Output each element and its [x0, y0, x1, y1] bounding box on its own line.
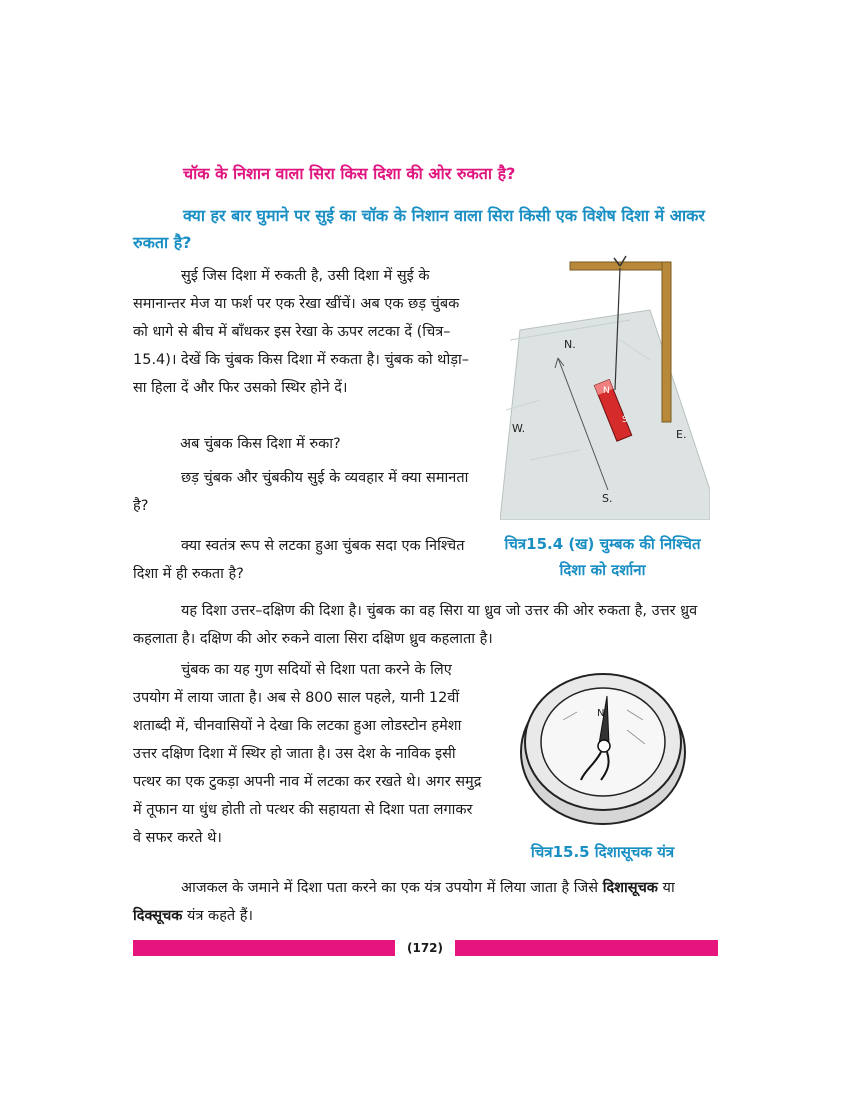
figure-15-4-caption: चित्र15.4 (ख) चुम्बक की निश्चित दिशा को दर्शाना [504, 535, 701, 579]
paragraph-north-south-pole: यह दिशा उत्तर–दक्षिण की दिशा है। चुंबक का वह सिरा या ध्रुव जो उत्तर की ओर रुकता है, उत्तर ध्रुव कहलाता है। दक्षिण की ओर रुकने वाला सिरा दक्षिण ध्रुव कहलाता है। [133, 603, 698, 647]
fig1-label-s: S. [602, 492, 613, 505]
question-heading-2: क्या हर बार घुमाने पर सुई का चॉक के निशान वाला सिरा किसी एक विशेष दिशा में आकर रुकता है? [133, 206, 705, 252]
fig1-label-n: N. [564, 338, 576, 351]
fig1-label-w: W. [512, 422, 526, 435]
footer-bar-left [133, 940, 395, 956]
magnet-north-label: N [603, 386, 610, 396]
magnet-south-label: S [622, 415, 628, 425]
compass-north-label: N [597, 708, 605, 719]
paragraph-suspend-magnet: सुई जिस दिशा में रुकती है, उसी दिशा में सुई के समानान्तर मेज या फर्श पर एक रेखा खींचें। अब एक छड़ चुंबक को धागे से बीच में बाँधकर इस रेखा के ऊपर लटका दें (चित्र–15.4)। देखें कि चुंबक किस दिशा में रुकता है। चुंबक को थोड़ा–सा हिला दें और फिर उसको स्थिर होने दें। [133, 268, 469, 396]
paragraph-lodestone-history: चुंबक का यह गुण सदियों से दिशा पता करने के लिए उपयोग में लाया जाता है। अब से 800 साल पहले, यानी 12वीं शताब्दी में, चीनवासियों ने देखा कि लटका हुआ लोडस्टोन हमेशा उत्तर दक्षिण दिशा में स्थिर हो जाता है। उस देश के नाविक इसी पत्थर का एक टुकड़ा अपनी नाव में लटका कर रखते थे। अगर समुद्र में तूफान या धुंध होती तो पत्थर की सहायता से दिशा पता लगाकर वे सफर करते थे। [133, 662, 482, 846]
question-heading-1: चॉक के निशान वाला सिरा किस दिशा की ओर रुकता है? [183, 164, 516, 183]
compass-term-2: दिक्सूचक [133, 908, 183, 924]
compass-text-start: आजकल के जमाने में दिशा पता करने का एक यंत्र उपयोग में लिया जाता है जिसे [181, 880, 603, 896]
paragraph-similarity: छड़ चुंबक और चुंबकीय सुई के व्यवहार में क्या समानता है? [133, 470, 469, 514]
compass-illustration [515, 660, 690, 830]
compass-text-end: यंत्र कहते हैं। [182, 908, 253, 924]
compass-term-1: दिशासूचक [602, 880, 658, 896]
paragraph-compass-definition [133, 874, 718, 930]
figure-15-5-caption: चित्र15.5 दिशासूचक यंत्र [530, 843, 675, 861]
suspended-magnet-illustration [500, 250, 710, 520]
footer-bar-right [455, 940, 718, 956]
page-number: (172) [406, 941, 444, 955]
fig1-label-e: E. [676, 428, 687, 441]
paragraph-fixed-direction: क्या स्वतंत्र रूप से लटका हुआ चुंबक सदा एक निश्चित दिशा में ही रुकता है? [133, 538, 465, 582]
paragraph-which-direction: अब चुंबक किस दिशा में रुका? [180, 436, 341, 452]
compass-text-mid: या [657, 880, 675, 896]
